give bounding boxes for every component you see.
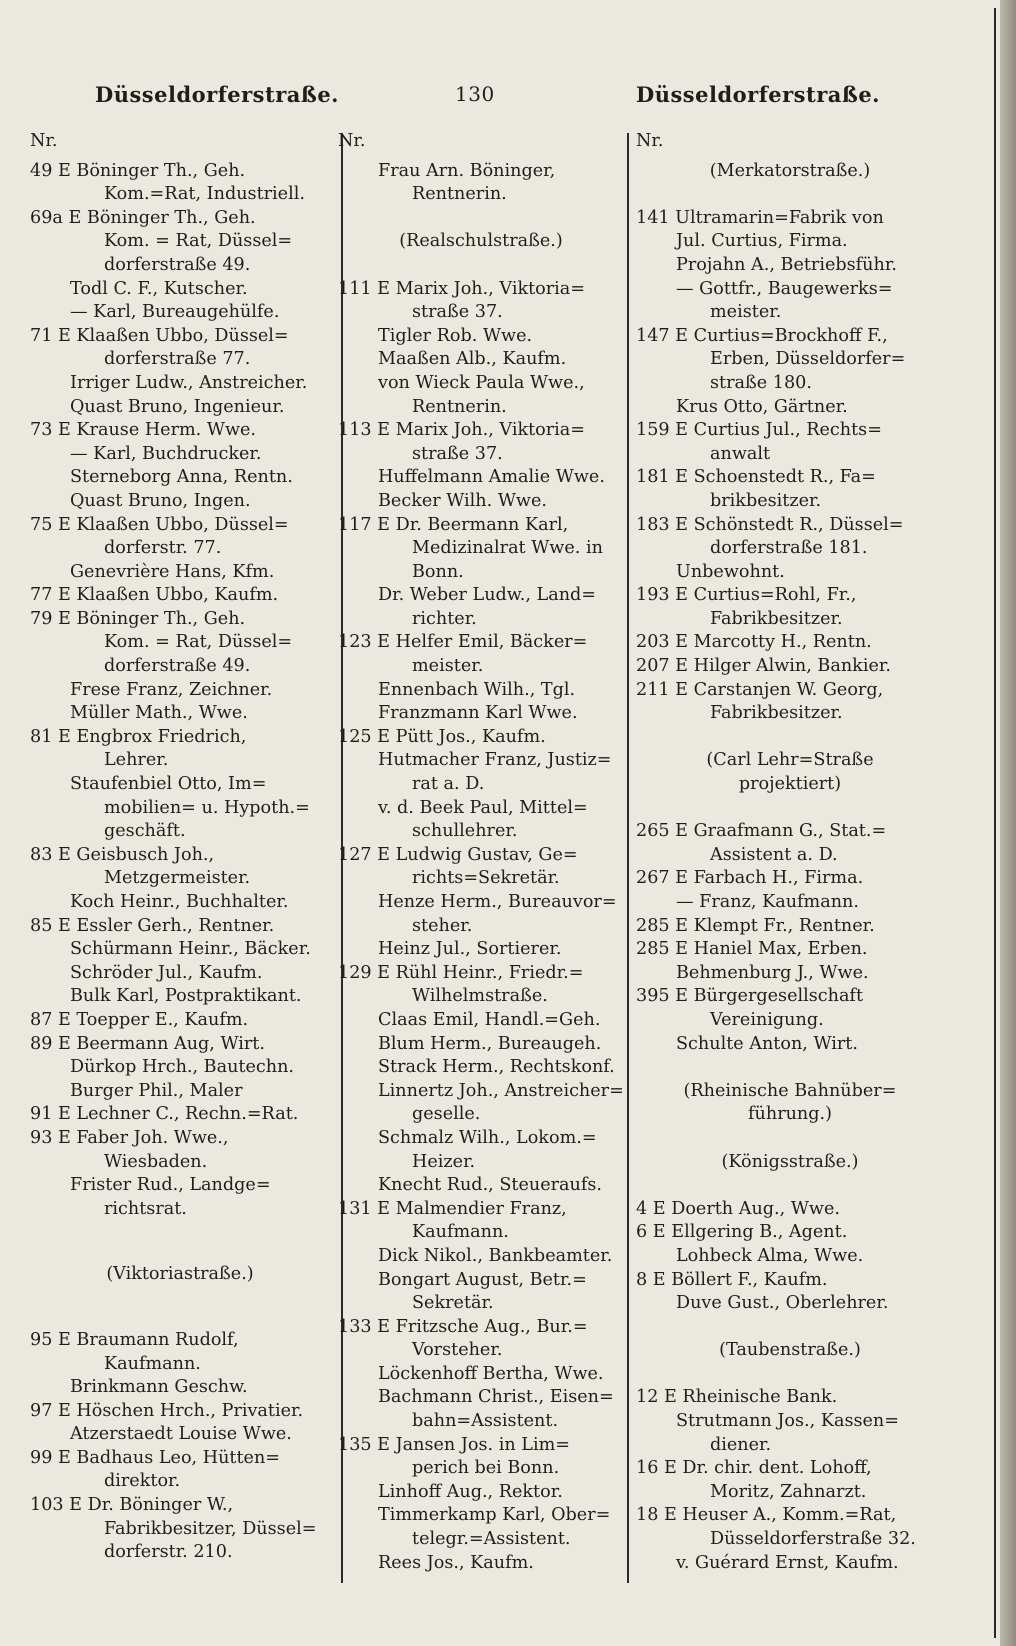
entry-line: 85 E Essler Gerh., Rentner.	[30, 915, 275, 936]
entry-line: 125 E Pütt Jos., Kaufm.	[338, 726, 546, 747]
entry-line: 395 E Bürgergesellschaft	[636, 986, 864, 1007]
entry-line: schullehrer.	[412, 821, 518, 842]
entry-line: 93 E Faber Joh. Wwe.,	[30, 1127, 229, 1148]
entry-line: dorferstraße 49.	[104, 656, 251, 677]
entry-line: dorferstr. 77.	[104, 538, 222, 559]
entry-line: Franzmann Karl Wwe.	[378, 703, 578, 724]
entry-line: Fabrikbesitzer.	[710, 608, 843, 629]
street-heading: (Königsstraße.)	[721, 1151, 859, 1172]
entry-line: Kaufmann.	[104, 1353, 201, 1374]
entry-line: — Gottfr., Baugewerks=	[676, 278, 893, 299]
entry-line: Genevrière Hans, Kfm.	[70, 561, 275, 582]
entry-line: Staufenbiel Otto, Im=	[70, 774, 267, 795]
entry-line: 95 E Braumann Rudolf,	[30, 1329, 239, 1350]
entry-line: Kaufmann.	[412, 1222, 509, 1243]
entry-line: Knecht Rud., Steueraufs.	[378, 1175, 602, 1196]
entry-line: Frister Rud., Landge=	[70, 1175, 271, 1196]
column-divider	[627, 133, 629, 1583]
entry-line: 49 E Böninger Th., Geh.	[30, 160, 246, 181]
entry-line: Duve Gust., Oberlehrer.	[676, 1293, 889, 1314]
entry-line: Burger Phil., Maler	[70, 1080, 243, 1101]
entry-line: Bonn.	[412, 561, 464, 582]
entry-line: Dürkop Hrch., Bautechn.	[70, 1057, 295, 1078]
entry-line: Lehrer.	[104, 750, 169, 771]
entry-line: Atzerstaedt Louise Wwe.	[70, 1424, 292, 1445]
entry-line: Brinkmann Geschw.	[70, 1377, 248, 1398]
entry-line: Strack Herm., Rechtskonf.	[378, 1057, 615, 1078]
entry-line: Kom.=Rat, Industriell.	[104, 184, 305, 205]
entry-line: Frau Arn. Böninger,	[378, 160, 556, 181]
entry-line: Quast Bruno, Ingenieur.	[70, 396, 285, 417]
entry-line: Wilhelmstraße.	[412, 986, 548, 1007]
entry-line: 181 E Schoenstedt R., Fa=	[636, 467, 876, 488]
entry-line: 12 E Rheinische Bank.	[636, 1387, 838, 1408]
entry-line: Krus Otto, Gärtner.	[676, 396, 848, 417]
entry-line: Tigler Rob. Wwe.	[378, 325, 533, 346]
entry-line: Henze Herm., Bureauvor=	[378, 892, 617, 912]
entry-line: geschäft.	[104, 821, 186, 842]
entry-line: 18 E Heuser A., Komm.=Rat,	[636, 1505, 897, 1526]
entry-line: direktor.	[104, 1471, 181, 1492]
entry-line: straße 180.	[710, 372, 812, 393]
entry-line: 4 E Doerth Aug., Wwe.	[636, 1198, 840, 1219]
entry-line: 203 E Marcotty H., Rentn.	[636, 632, 872, 653]
entry-line: 123 E Helfer Emil, Bäcker=	[338, 632, 588, 653]
entry-line: 8 E Böllert F., Kaufm.	[636, 1269, 828, 1290]
entry-line: Huffelmann Amalie Wwe.	[378, 467, 605, 488]
entry-line: Löckenhoff Bertha, Wwe.	[378, 1363, 604, 1384]
entry-line: 73 E Krause Herm. Wwe.	[30, 420, 257, 441]
entry-line: Behmenburg J., Wwe.	[676, 962, 869, 983]
entry-line: Strutmann Jos., Kassen=	[676, 1411, 899, 1432]
entry-line: Becker Wilh. Wwe.	[378, 490, 547, 511]
running-head-right: Düsseldorferstraße.	[636, 82, 880, 107]
entry-line: 89 E Beermann Aug, Wirt.	[30, 1033, 265, 1054]
street-heading: projektiert)	[738, 774, 842, 795]
entry-line: Müller Math., Wwe.	[70, 703, 248, 724]
entry-line: — Karl, Buchdrucker.	[70, 443, 262, 464]
entry-line: 285 E Haniel Max, Erben.	[636, 939, 868, 960]
entry-line: 141 Ultramarin=Fabrik von	[636, 207, 884, 228]
entry-line: richts=Sekretär.	[412, 868, 560, 889]
entry-line: v. Guérard Ernst, Kaufm.	[676, 1552, 899, 1573]
entry-line: Sekretär.	[412, 1293, 494, 1314]
entry-line: dorferstraße 181.	[710, 538, 868, 559]
entry-line: Ennenbach Wilh., Tgl.	[378, 679, 576, 700]
entry-line: Todl C. F., Kutscher.	[70, 278, 248, 299]
entry-line: Erben, Düsseldorfer=	[710, 349, 906, 370]
entry-line: mobilien= u. Hypoth.=	[104, 797, 310, 818]
column-heading: Nr.	[338, 131, 366, 151]
column-heading: Nr.	[636, 131, 664, 151]
entry-line: — Franz, Kaufmann.	[676, 892, 859, 912]
entry-line: Irriger Ludw., Anstreicher.	[70, 372, 308, 393]
entry-line: Unbewohnt.	[676, 561, 785, 582]
entry-line: Projahn A., Betriebsführ.	[676, 254, 897, 275]
entry-line: Bongart August, Betr.=	[378, 1269, 587, 1290]
street-heading: (Rheinische Bahnüber=	[683, 1080, 897, 1101]
entry-line: von Wieck Paula Wwe.,	[378, 372, 585, 393]
page-edge	[1000, 0, 1016, 1646]
entry-line: 265 E Graafmann G., Stat.=	[636, 821, 887, 842]
entry-line: Frese Franz, Zeichner.	[70, 679, 273, 700]
entry-line: Quast Bruno, Ingen.	[70, 490, 251, 511]
entry-line: 91 E Lechner C., Rechn.=Rat.	[30, 1104, 299, 1125]
entry-line: rat a. D.	[412, 774, 485, 795]
street-heading: (Taubenstraße.)	[719, 1340, 861, 1361]
entry-line: 211 E Carstanjen W. Georg,	[636, 679, 884, 700]
entry-line: Assistent a. D.	[710, 844, 838, 865]
entry-line: Blum Herm., Bureaugeh.	[378, 1033, 602, 1054]
entry-line: Moritz, Zahnarzt.	[710, 1481, 867, 1502]
entry-line: brikbesitzer.	[710, 490, 822, 511]
entry-line: steher.	[412, 915, 473, 936]
entry-line: dorferstr. 210.	[104, 1542, 233, 1563]
entry-line: 75 E Klaaßen Ubbo, Düssel=	[30, 514, 289, 535]
entry-line: Kom. = Rat, Düssel=	[104, 632, 293, 653]
street-heading: (Merkatorstraße.)	[709, 160, 871, 181]
entry-line: 207 E Hilger Alwin, Bankier.	[636, 656, 891, 677]
entry-line: 183 E Schönstedt R., Düssel=	[636, 514, 904, 535]
entry-line: 133 E Fritzsche Aug., Bur.=	[338, 1316, 588, 1337]
entry-line: Schmalz Wilh., Lokom.=	[378, 1127, 597, 1148]
entry-line: Dick Nikol., Bankbeamter.	[378, 1245, 613, 1266]
entry-line: Vereinigung.	[710, 1009, 824, 1030]
entry-line: 83 E Geisbusch Joh.,	[30, 844, 215, 865]
entry-line: dorferstraße 49.	[104, 254, 251, 275]
entry-line: v. d. Beek Paul, Mittel=	[378, 797, 588, 818]
entry-line: Medizinalrat Wwe. in	[412, 538, 603, 559]
street-heading: (Viktoriastraße.)	[106, 1264, 254, 1285]
entry-line: meister.	[412, 656, 484, 677]
entry-line: Claas Emil, Handl.=Geh.	[378, 1009, 601, 1030]
entry-line: Schürmann Heinr., Bäcker.	[70, 939, 311, 960]
entry-line: meister.	[710, 302, 782, 323]
entry-line: telegr.=Assistent.	[412, 1529, 571, 1550]
entry-line: bahn=Assistent.	[412, 1411, 559, 1432]
entry-line: Linhoff Aug., Rektor.	[378, 1481, 563, 1502]
entry-line: Düsseldorferstraße 32.	[710, 1529, 916, 1550]
entry-line: Heizer.	[412, 1151, 476, 1172]
entry-line: richter.	[412, 608, 477, 629]
entry-line: Schröder Jul., Kaufm.	[70, 962, 263, 983]
entry-line: — Karl, Bureaugehülfe.	[70, 302, 280, 323]
entry-line: Wiesbaden.	[104, 1151, 208, 1172]
entry-line: Sterneborg Anna, Rentn.	[70, 467, 293, 488]
entry-line: Rees Jos., Kaufm.	[378, 1552, 534, 1573]
entry-line: geselle.	[412, 1104, 481, 1125]
entry-line: 79 E Böninger Th., Geh.	[30, 608, 246, 629]
entry-line: 103 E Dr. Böninger W.,	[30, 1495, 234, 1516]
column-left	[30, 130, 330, 1565]
entry-line: Metzgermeister.	[104, 868, 251, 889]
entry-line: 69a E Böninger Th., Geh.	[30, 207, 256, 228]
entry-line: 16 E Dr. chir. dent. Lohoff,	[636, 1458, 872, 1479]
entry-line: Hutmacher Franz, Justiz=	[378, 750, 612, 771]
entry-line: Fabrikbesitzer.	[710, 703, 843, 724]
entry-line: 147 E Curtius=Brockhoff F.,	[636, 325, 888, 346]
entry-line: straße 37.	[412, 302, 503, 323]
entry-line: richtsrat.	[104, 1198, 187, 1219]
entry-line: Timmerkamp Karl, Ober=	[378, 1505, 611, 1526]
entry-line: 113 E Marix Joh., Viktoria=	[338, 420, 586, 441]
entry-line: 117 E Dr. Beermann Karl,	[338, 514, 569, 535]
entry-line: 159 E Curtius Jul., Rechts=	[636, 420, 882, 441]
entry-line: Lohbeck Alma, Wwe.	[676, 1245, 864, 1266]
entry-line: 99 E Badhaus Leo, Hütten=	[30, 1447, 281, 1468]
entry-line: Maaßen Alb., Kaufm.	[378, 349, 567, 370]
street-heading: führung.)	[748, 1104, 832, 1125]
entry-line: Rentnerin.	[412, 396, 507, 417]
entry-line: Schulte Anton, Wirt.	[676, 1033, 858, 1054]
entry-line: 285 E Klempt Fr., Rentner.	[636, 915, 875, 936]
street-heading: (Realschulstraße.)	[399, 231, 563, 252]
entry-line: 267 E Farbach H., Firma.	[636, 868, 864, 889]
entry-line: Jul. Curtius, Firma.	[676, 231, 848, 252]
entry-line: Dr. Weber Ludw., Land=	[378, 585, 597, 606]
entry-line: 111 E Marix Joh., Viktoria=	[338, 278, 586, 299]
page-number: 130	[455, 82, 495, 106]
entry-line: 193 E Curtius=Rohl, Fr.,	[636, 585, 857, 606]
entry-line: straße 37.	[412, 443, 503, 464]
page-edge-line	[994, 8, 996, 1638]
entry-line: dorferstraße 77.	[104, 349, 251, 370]
entry-line: 81 E Engbrox Friedrich,	[30, 726, 247, 747]
entry-line: 127 E Ludwig Gustav, Ge=	[338, 844, 578, 865]
entry-line: 97 E Höschen Hrch., Privatier.	[30, 1400, 304, 1421]
entry-line: diener.	[710, 1434, 772, 1455]
street-heading: (Carl Lehr=Straße	[706, 750, 874, 771]
entry-line: perich bei Bonn.	[412, 1458, 560, 1479]
entry-line: Bulk Karl, Postpraktikant.	[70, 986, 302, 1007]
entry-line: 71 E Klaaßen Ubbo, Düssel=	[30, 325, 289, 346]
column-middle	[338, 130, 624, 1575]
entry-line: Linnertz Joh., Anstreicher=	[378, 1080, 624, 1101]
entry-line: Fabrikbesitzer, Düssel=	[104, 1518, 317, 1539]
entry-line: 129 E Rühl Heinr., Friedr.=	[338, 962, 584, 983]
entry-line: Heinz Jul., Sortierer.	[378, 939, 562, 960]
entry-line: anwalt	[710, 443, 771, 464]
entry-line: Bachmann Christ., Eisen=	[378, 1387, 614, 1408]
column-heading: Nr.	[30, 131, 58, 151]
column-right	[636, 130, 944, 1575]
entry-line: Rentnerin.	[412, 184, 507, 205]
entry-line: Kom. = Rat, Düssel=	[104, 231, 293, 252]
entry-line: 131 E Malmendier Franz,	[338, 1198, 567, 1219]
entry-line: Vorsteher.	[412, 1340, 503, 1361]
entry-line: Koch Heinr., Buchhalter.	[70, 892, 289, 912]
entry-line: 77 E Klaaßen Ubbo, Kaufm.	[30, 585, 279, 606]
entry-line: 6 E Ellgering B., Agent.	[636, 1222, 848, 1243]
entry-line: 135 E Jansen Jos. in Lim=	[338, 1434, 570, 1455]
running-head-left: Düsseldorferstraße.	[95, 82, 339, 107]
entry-line: 87 E Toepper E., Kaufm.	[30, 1009, 249, 1030]
